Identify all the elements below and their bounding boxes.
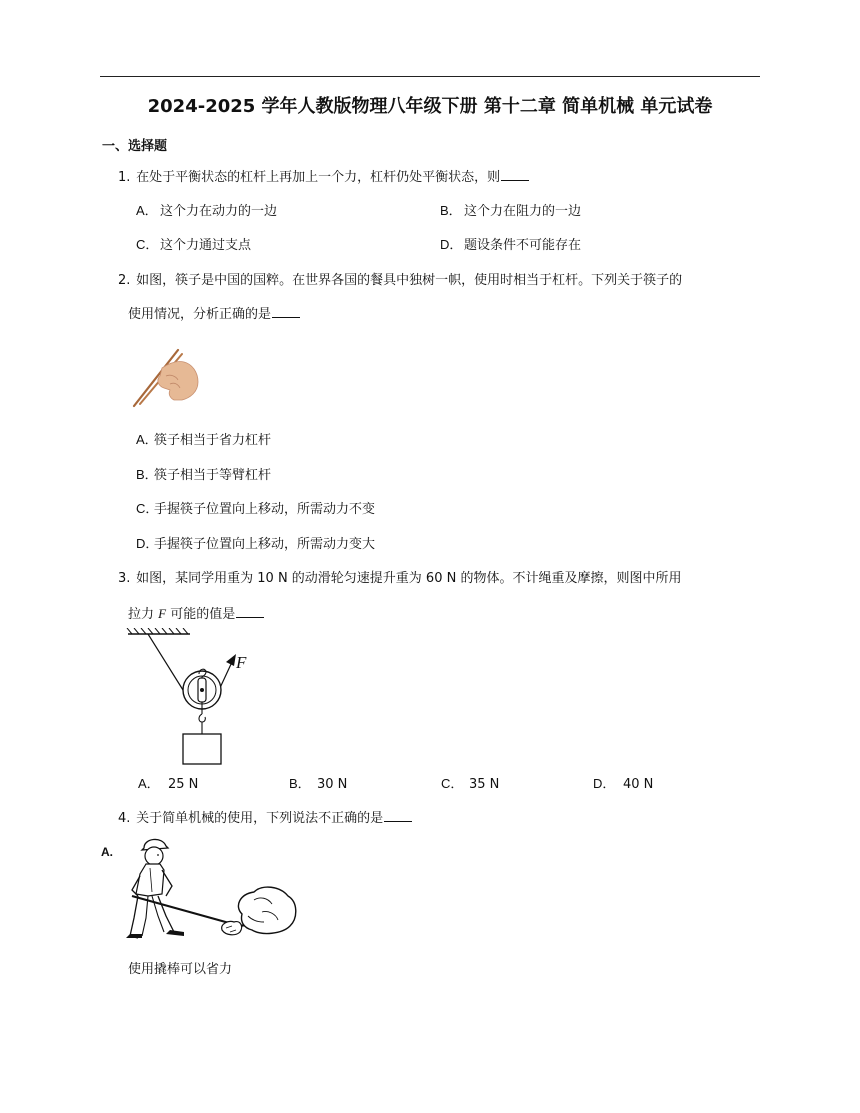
question-text: 如图，筷子是中国的国粹。在世界各国的餐具中独树一帜，使用时相当于杠杆。下列关于筷子的 — [136, 273, 683, 288]
option-b[interactable]: B． 这个力在阻力的一边 — [440, 203, 582, 219]
answer-blank — [501, 168, 529, 181]
pulley-figure — [126, 628, 266, 768]
answer-blank — [384, 809, 412, 822]
question-number: 3. — [118, 571, 131, 586]
force-arrow-icon — [226, 654, 236, 666]
option-a[interactable]: A． 这个力在动力的一边 — [136, 203, 278, 219]
option-a[interactable]: A． 25 N — [138, 776, 199, 792]
option-a-caption: 使用撬棒可以省力 — [128, 962, 233, 977]
force-label: F — [236, 653, 247, 672]
force-variable: F — [158, 606, 167, 621]
option-a-label[interactable]: A. — [101, 845, 113, 859]
option-c[interactable]: C．手握筷子位置向上移动，所需动力不变 — [136, 501, 376, 517]
question-text: 在处于平衡状态的杠杆上再加上一个力，杠杆仍处平衡状态，则 — [136, 170, 501, 185]
option-c[interactable]: C． 这个力通过支点 — [136, 237, 252, 253]
page-title: 2024-2025 学年人教版物理八年级下册 第十二章 简单机械 单元试卷 — [147, 96, 713, 117]
question-number: 2. — [118, 273, 131, 288]
option-b[interactable]: B．筷子相当于等臂杠杆 — [136, 467, 272, 483]
question-1 — [118, 167, 529, 189]
question-2-line2: 使用情况，分析正确的是 — [128, 304, 300, 326]
question-text: 如图，某同学用重为 10 N 的动滑轮匀速提升重为 60 N 的物体。不计绳重及摩擦，则图中所用 — [136, 571, 682, 586]
header-rule — [100, 76, 760, 77]
crowbar-worker-figure — [122, 834, 302, 946]
section-heading: 一、选择题 — [102, 139, 168, 154]
answer-blank — [272, 305, 300, 318]
question-3 — [118, 568, 681, 590]
option-d[interactable]: D． 40 N — [593, 776, 654, 792]
option-d[interactable]: D． 题设条件不可能存在 — [440, 237, 582, 253]
weight-block — [183, 734, 221, 764]
chopsticks-figure — [130, 346, 202, 408]
question-text: 关于简单机械的使用，下列说法不正确的是 — [136, 811, 384, 826]
question-2 — [118, 270, 682, 292]
option-c[interactable]: C． 35 N — [441, 776, 500, 792]
question-number: 1. — [118, 170, 131, 185]
option-a[interactable]: A．筷子相当于省力杠杆 — [136, 432, 272, 448]
question-4 — [118, 808, 412, 830]
question-number: 4. — [118, 811, 131, 826]
option-d[interactable]: D．手握筷子位置向上移动，所需动力变大 — [136, 536, 376, 552]
question-3-line2: 拉力 F 可能的值是 — [128, 603, 264, 626]
option-b[interactable]: B． 30 N — [289, 776, 348, 792]
answer-blank — [236, 605, 264, 618]
